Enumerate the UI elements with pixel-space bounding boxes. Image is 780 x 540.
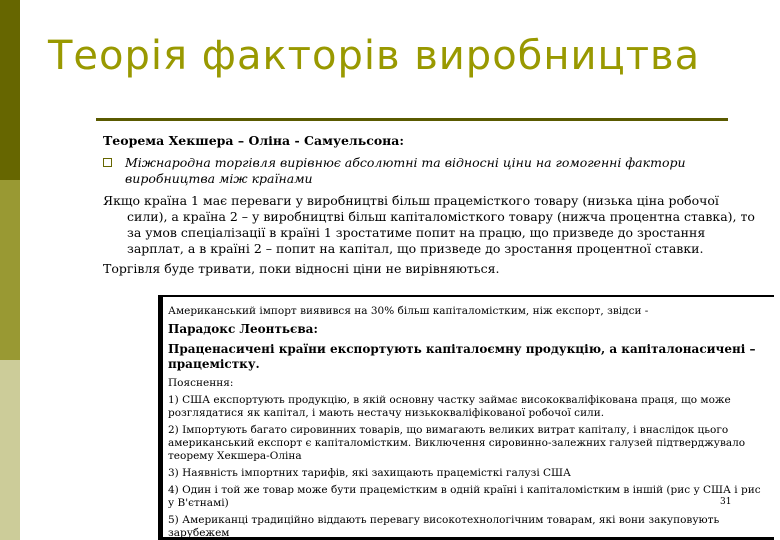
- box-item-1: 1) США експортують продукцію, в якій основну частку займає висококваліфікована праця, що може розглядатися як капітал, і мають нестачу низькокваліфікованої робочої сили.: [168, 394, 731, 419]
- box-item-5: 5) Американці традиційно віддають перевагу високотехнологічним товарам, які вони закуповують зарубежем: [168, 514, 720, 539]
- accent-strip-middle: [0, 180, 20, 360]
- slide-body: [103, 133, 763, 281]
- slide-title: Теорія факторів виробництва: [48, 33, 701, 79]
- box-explanation-label: Пояснення:: [168, 377, 234, 389]
- theorem-heading: Теорема Хекшера – Оліна - Самуельсона:: [103, 133, 405, 148]
- square-bullet-icon: [103, 158, 112, 167]
- box-item-4: 4) Один і той же товар може бути працемістким в одній країні і капіталомістким в іншій (рис у США і рис у В'єтнамі): [168, 484, 761, 509]
- box-item-3: 3) Наявність імпортних тарифів, які захищають працемісткі галузі США: [168, 467, 571, 479]
- paragraph-conclusion: Торгівля буде тривати, поки відносні ціни не вирівняються.: [103, 261, 500, 276]
- bullet-text: Міжнародна торгівля вирівнює абсолютні та відносні ціни на гомогенні фактори виробництва між країнами: [125, 155, 686, 186]
- accent-strip-top: [0, 0, 20, 180]
- leontief-paradox-box: [158, 295, 774, 540]
- accent-strip-bottom: [0, 360, 20, 540]
- title-underline: [96, 118, 728, 121]
- bullet-item: [103, 155, 763, 187]
- box-paradox-statement: Праценасичені країни експортують капіталоємну продукцію, а капіталонасичені – працемістку.: [168, 342, 756, 371]
- box-item-2: 2) Імпортують багато сировинних товарів, що вимагають великих витрат капіталу, і внаслідок цього американський експорт є капіталомістким. Виключення сировинно-залежних галузей підтверджувало теорему Хекшера-Оліна: [168, 424, 746, 462]
- page-number: 31: [720, 497, 732, 507]
- box-paradox-title: Парадокс Леонтьєва:: [168, 322, 318, 336]
- paragraph-explanation: Якщо країна 1 має переваги у виробництві більш працемісткого товару (низька ціна робочої сили), а країна 2 – у виробництві більш капіталомісткого товару (нижча процентна ставка), то за умов спеціалізації в країні 1 зростатиме попит на працю, що призведе до зростання зарплат, а в країні 2 – попит на капітал, що призведе до зростання процентної ставки.: [103, 193, 755, 256]
- box-intro: Американський імпорт виявився на 30% більш капіталомістким, ніж експорт, звідси -: [168, 305, 649, 317]
